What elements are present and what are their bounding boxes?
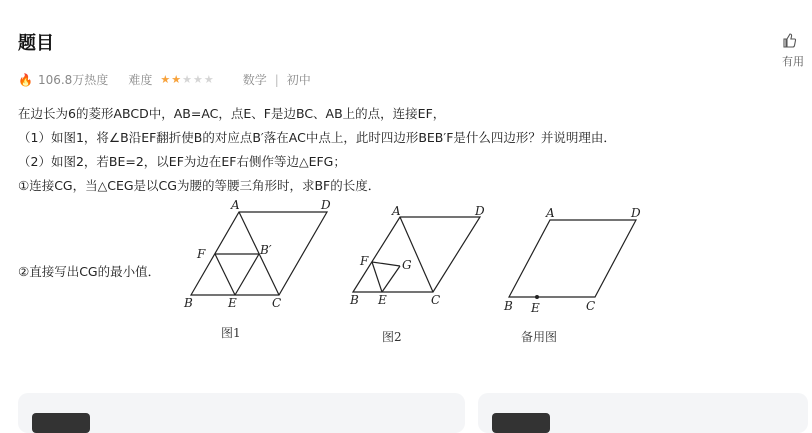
question-line-1: 在边长为6的菱形ABCD中，AB=AC，点E、F是边BC、AB上的点，连接EF， xyxy=(18,106,446,121)
figure-3 xyxy=(509,220,636,297)
fig3-caption: 备用图 xyxy=(521,330,558,344)
star-icon: ★ xyxy=(192,73,204,86)
fig1-label-a: A xyxy=(231,198,240,212)
related-card-right[interactable] xyxy=(478,393,808,433)
fig2-label-a: A xyxy=(392,204,401,218)
fig2-label-g: G xyxy=(402,258,412,272)
fig2-segment-eg xyxy=(382,266,400,292)
card-tag xyxy=(492,413,550,433)
fig3-label-b: B xyxy=(504,299,513,313)
fig2-label-e: E xyxy=(378,293,387,307)
fig2-label-b: B xyxy=(350,293,359,307)
fig2-label-f: F xyxy=(360,254,369,268)
fig1-label-f: F xyxy=(197,247,206,261)
fig1-caption: 图1 xyxy=(221,326,241,340)
heat-count: 106.8万热度 xyxy=(37,73,109,87)
fig2-label-c: C xyxy=(431,293,441,307)
fig3-label-e: E xyxy=(531,301,540,315)
fire-icon: 🔥 xyxy=(18,72,33,87)
page-title: 题目 xyxy=(18,33,54,54)
level-tag: 初中 xyxy=(286,73,311,87)
figure-2 xyxy=(353,217,480,292)
difficulty-label: 难度 xyxy=(128,73,153,87)
star-icon: ★ xyxy=(160,73,172,86)
question-line-3: （2）如图2，若BE=2，以EF为边在EF右侧作等边△EFG； xyxy=(18,154,346,169)
fig1-label-b1: B′ xyxy=(260,243,272,257)
fig3-label-c: C xyxy=(586,299,596,313)
fig1-label-e: E xyxy=(228,296,237,310)
card-tag xyxy=(32,413,90,433)
fig2-diagonal-ac xyxy=(400,217,433,292)
question-line-5: ②直接写出CG的最小值． xyxy=(18,264,161,279)
question-line-4: ①连接CG，当△CEG是以CG为腰的等腰三角形时，求BF的长度． xyxy=(18,178,381,193)
fig2-label-d: D xyxy=(475,204,485,218)
figure-1 xyxy=(191,212,327,295)
fig2-caption: 图2 xyxy=(382,330,402,344)
fig3-label-a: A xyxy=(546,206,555,220)
fig3-rhombus xyxy=(509,220,636,297)
question-line-2: （1）如图1，将∠B沿EF翻折使B的对应点B′落在AC中点上，此时四边形BEB′F是什么四边形？并说明理由． xyxy=(18,130,616,145)
fig3-label-d: D xyxy=(631,206,641,220)
star-icon: ★ xyxy=(203,73,215,86)
fig1-segment-ef xyxy=(215,254,235,295)
star-icon: ★ xyxy=(171,73,183,86)
fig3-point-e xyxy=(535,295,539,299)
useful-label: 有用 xyxy=(782,55,804,68)
fig1-label-b: B xyxy=(184,296,193,310)
fig1-label-c: C xyxy=(272,296,282,310)
meta-divider: | xyxy=(274,72,279,87)
subject-tag: 数学 xyxy=(242,73,267,87)
fig2-segment-fg xyxy=(372,262,400,266)
fig2-segment-ef xyxy=(372,262,382,292)
fig1-segment-eb1 xyxy=(235,254,259,295)
star-icon: ★ xyxy=(182,73,193,86)
fig1-label-d: D xyxy=(321,198,331,212)
related-card-left[interactable] xyxy=(18,393,465,433)
